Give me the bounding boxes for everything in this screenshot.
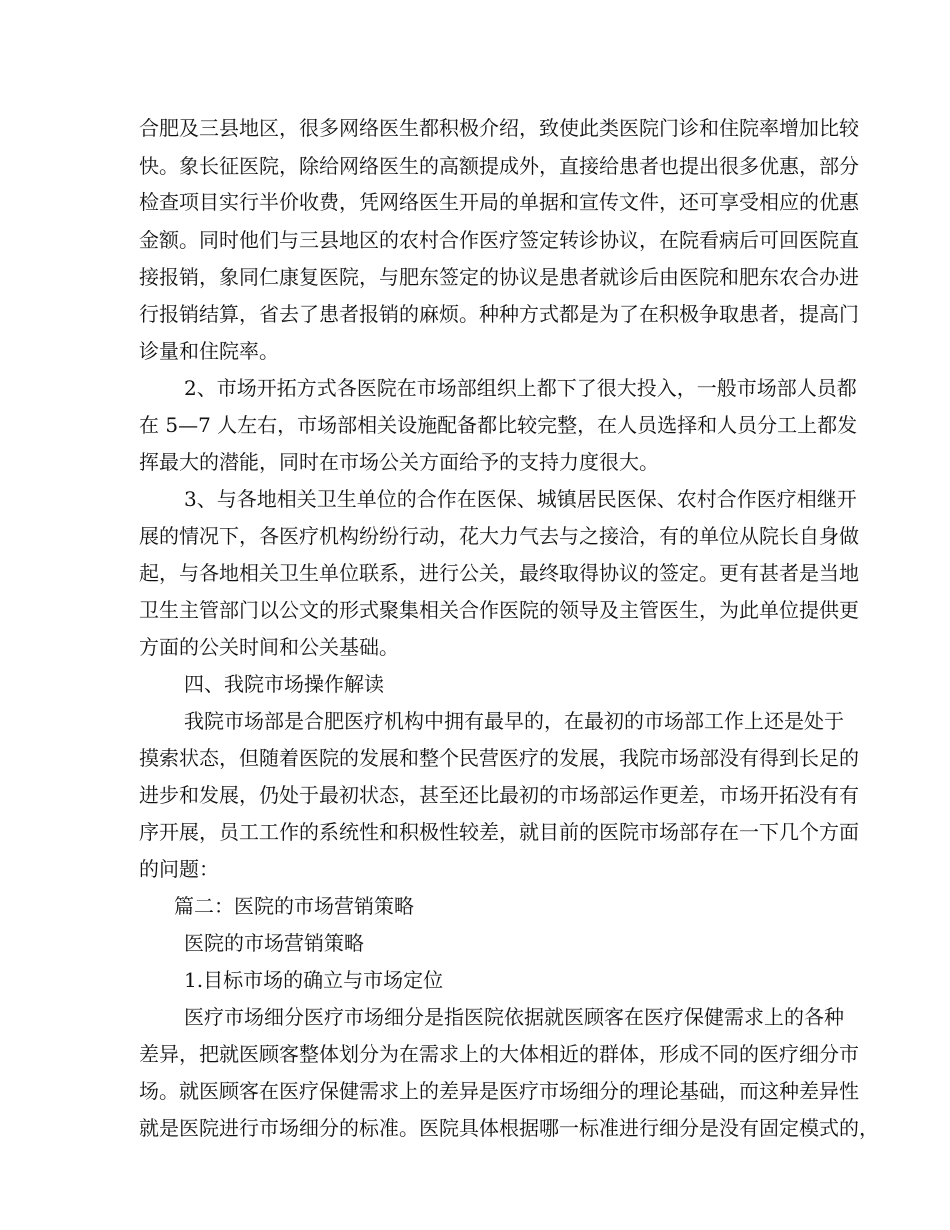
paragraph-line: 卫生主管部门以公文的形式聚集相关合作医院的领导及主管医生，为此单位提供更 [139, 598, 859, 622]
section-heading: 1.目标市场的确立与市场定位 [184, 968, 444, 992]
paragraph-line: 进步和发展，仍处于最初状态，甚至还比最初的市场部运作更差，市场开拓没有有 [139, 783, 859, 807]
paragraph-line: 起，与各地相关卫生单位联系，进行公关，最终取得协议的签定。更有甚者是当地 [139, 561, 859, 585]
paragraph-line: 差异，把就医顾客整体划分为在需求上的大体相近的群体，形成不同的医疗细分市 [139, 1042, 859, 1066]
paragraph-line: 检查项目实行半价收费，凭网络医生开局的单据和宣传文件，还可享受相应的优惠 [139, 190, 859, 214]
paragraph-line: 的问题： [139, 857, 219, 881]
paragraph-line: 我院市场部是合肥医疗机构中拥有最早的，在最初的市场部工作上还是处于 [184, 709, 844, 733]
paragraph-line: 2、市场开拓方式各医院在市场部组织上都下了很大投入，一般市场部人员都 [184, 376, 857, 400]
paragraph-line: 在 5—7 人左右，市场部相关设施配备都比较完整，在人员选择和人员分工上都发 [139, 413, 858, 437]
paragraph-line: 序开展，员工工作的系统性和积极性较差，就目前的医院市场部存在一下几个方面 [139, 820, 859, 844]
paragraph-line: 行报销结算，省去了患者报销的麻烦。种种方式都是为了在积极争取患者，提高门 [139, 302, 859, 326]
paragraph-line: 摸索状态，但随着医院的发展和整个民营医疗的发展，我院市场部没有得到长足的 [139, 746, 859, 770]
paragraph-line: 场。就医顾客在医疗保健需求上的差异是医疗市场细分的理论基础，而这种差异性 [139, 1079, 859, 1103]
chapter-heading: 篇二：医院的市场营销策略 [174, 894, 414, 918]
paragraph-line: 接报销，象同仁康复医院，与肥东签定的协议是患者就诊后由医院和肥东农合办进 [139, 265, 859, 289]
paragraph-line: 金额。同时他们与三县地区的农村合作医疗签定转诊协议，在院看病后可回医院直 [139, 228, 859, 252]
paragraph-line: 展的情况下，各医疗机构纷纷行动，花大力气去与之接洽，有的单位从院长自身做 [139, 524, 859, 548]
document-title: 医院的市场营销策略 [184, 931, 364, 955]
paragraph-line: 就是医院进行市场细分的标准。医院具体根据哪一标准进行细分是没有固定模式的， [139, 1116, 879, 1140]
paragraph-line: 医疗市场细分医疗市场细分是指医院依据就医顾客在医疗保健需求上的各种 [184, 1005, 844, 1029]
paragraph-line: 诊量和住院率。 [139, 339, 279, 363]
paragraph-line: 3、与各地相关卫生单位的合作在医保、城镇居民医保、农村合作医疗相继开 [184, 487, 857, 511]
paragraph-line: 挥最大的潜能，同时在市场公关方面给予的支持力度很大。 [139, 450, 659, 474]
paragraph-line: 快。象长征医院，除给网络医生的高额提成外，直接给患者也提出很多优惠，部分 [139, 154, 859, 178]
section-heading: 四、我院市场操作解读 [184, 672, 384, 696]
paragraph-line: 合肥及三县地区，很多网络医生都积极介绍，致使此类医院门诊和住院率增加比较 [139, 116, 859, 140]
paragraph-line: 方面的公关时间和公关基础。 [139, 635, 399, 659]
